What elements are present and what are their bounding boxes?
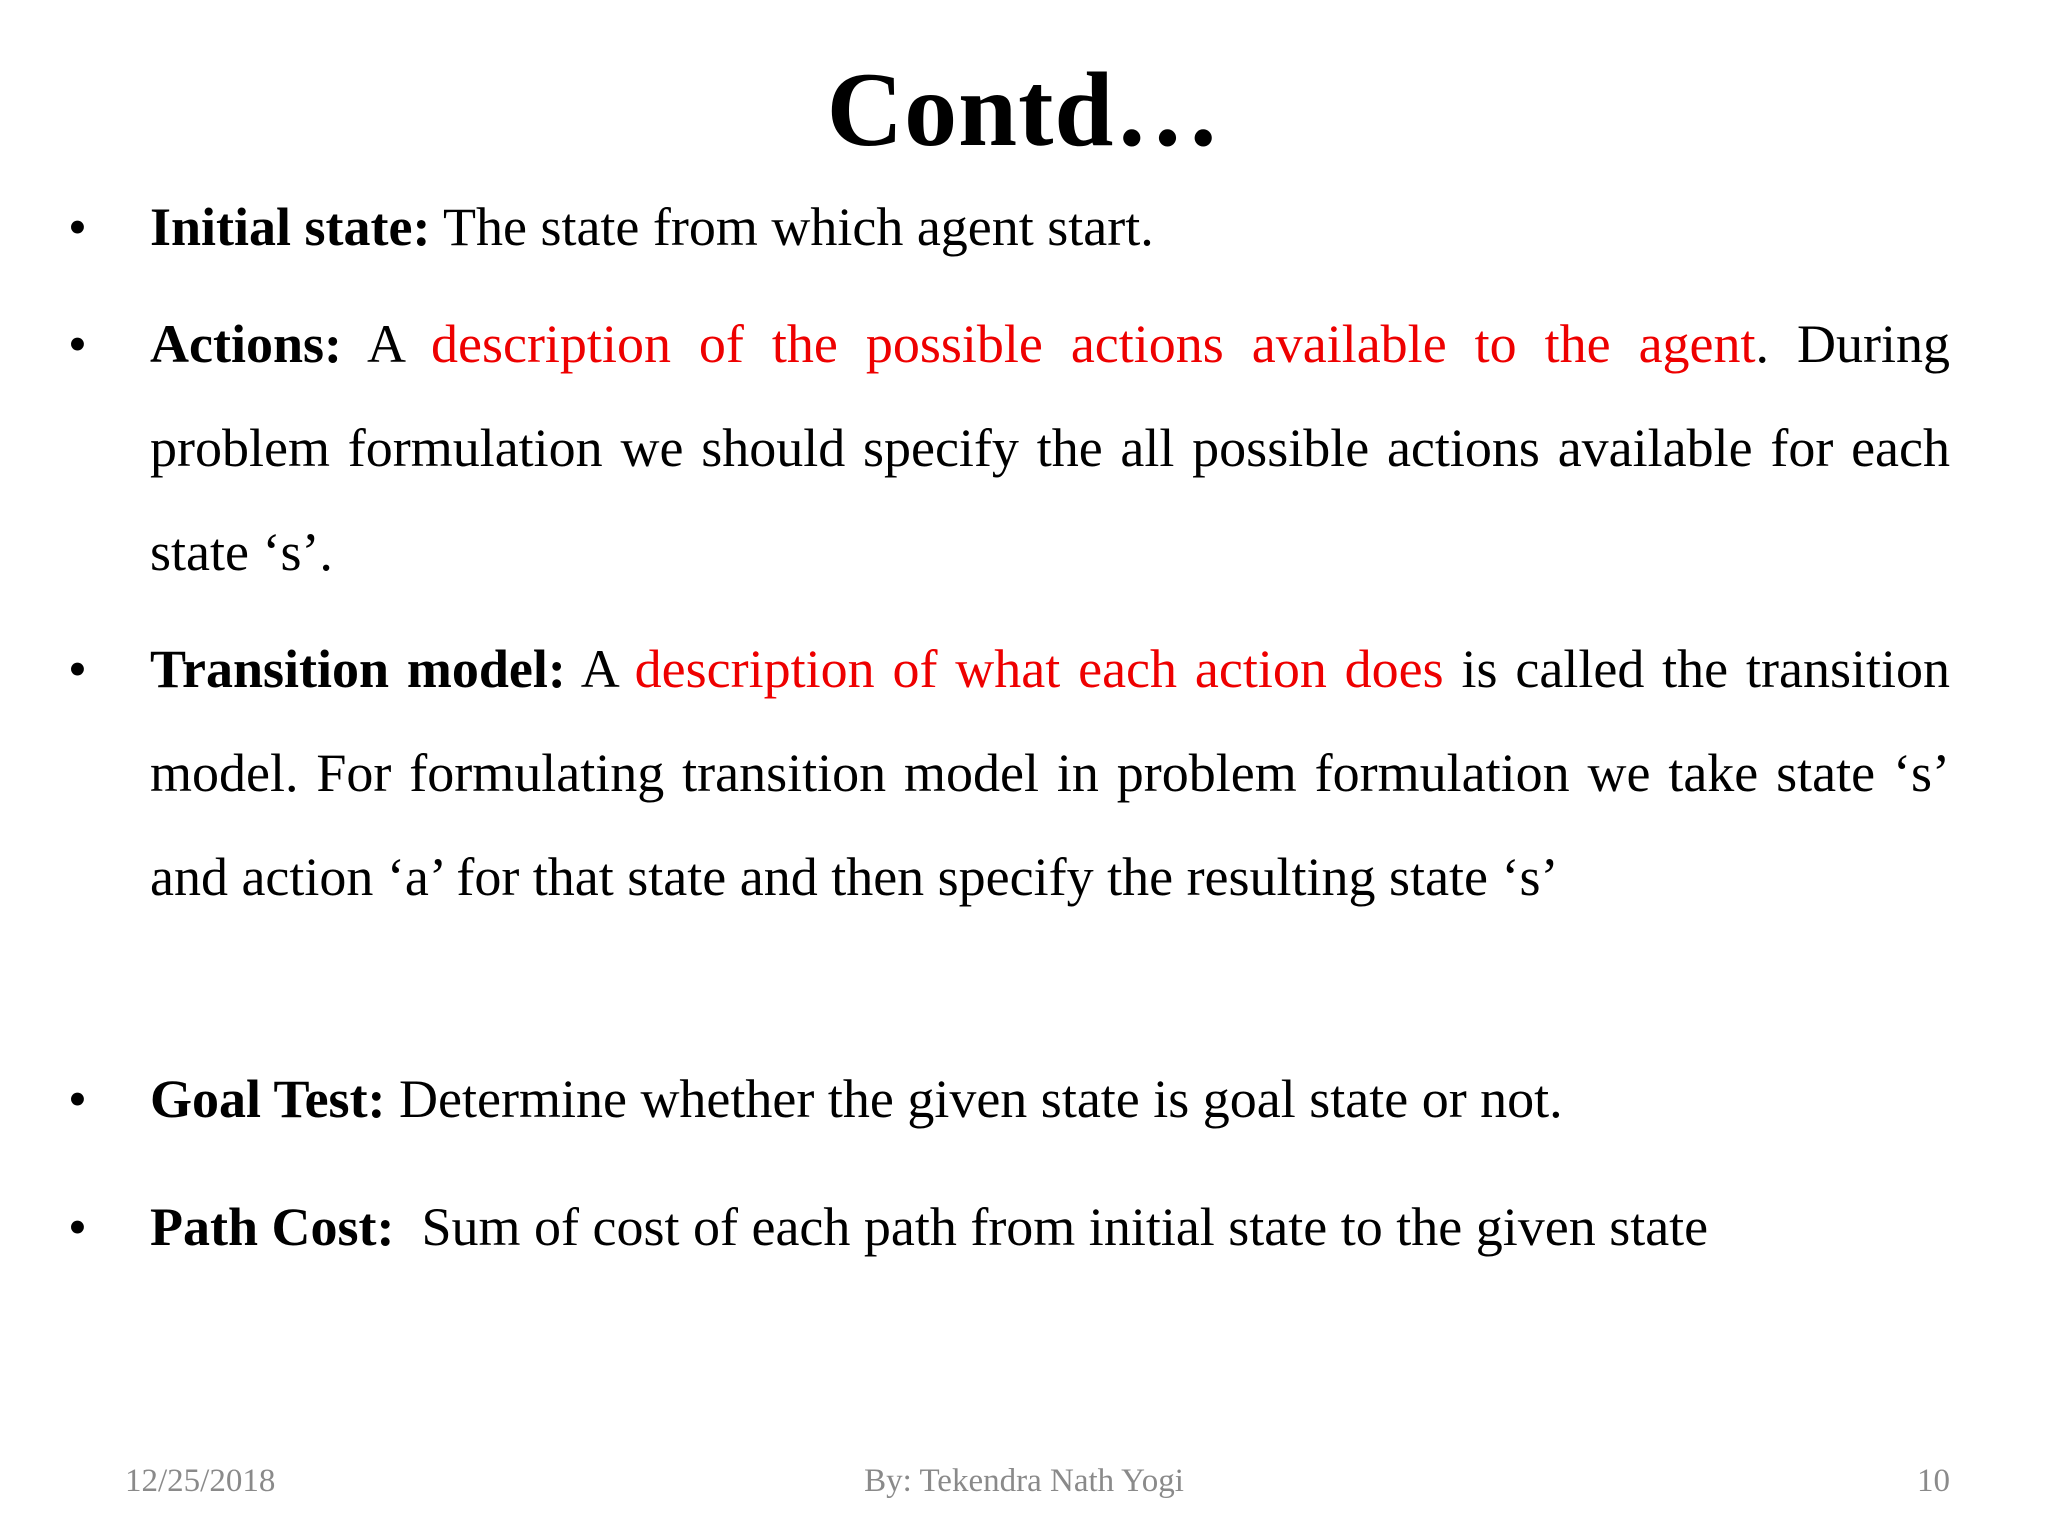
- bullet-body: Determine whether the given state is goal state or not.: [385, 1069, 1563, 1129]
- bullet-label: Path Cost:: [150, 1197, 395, 1257]
- bullet-label: Initial state:: [150, 197, 431, 257]
- bullet-text: [150, 292, 1950, 604]
- bullet-label: Goal Test:: [150, 1069, 386, 1129]
- bullet-text: [150, 1047, 1950, 1151]
- bullet-icon: •: [68, 639, 87, 699]
- bullet-body: . During problem formulation we should specify the all possible actions available for each state ‘s’.: [150, 314, 1950, 582]
- bullet-icon: •: [68, 314, 87, 374]
- bullet-highlight: description of the possible actions available to the agent: [431, 314, 1756, 374]
- page-number: 10: [1917, 1463, 1950, 1499]
- bullet-body: is called the transition model. For formulating transition model in problem formulation we take state ‘s’ and action ‘a’ for that state and then specify the resulting state ‘s’: [150, 639, 1950, 907]
- bullet-body: A: [341, 314, 431, 374]
- footer-date: 12/25/2018: [125, 1463, 276, 1499]
- bullet-icon: •: [68, 1069, 87, 1129]
- bullet-highlight: description of what each action does: [634, 639, 1444, 699]
- bullet-body: A: [565, 639, 635, 699]
- footer-author: By: Tekendra Nath Yogi: [864, 1463, 1184, 1499]
- bullet-icon: •: [68, 1197, 87, 1257]
- bullet-label: Actions:: [150, 314, 342, 374]
- bullet-body: Sum of cost of each path from initial state to the given state: [394, 1197, 1709, 1257]
- bullet-body: The state from which agent start.: [430, 197, 1154, 257]
- bullet-label: Transition model:: [150, 639, 566, 699]
- slide-title: Contd…: [826, 51, 1222, 168]
- bullet-icon: •: [68, 197, 87, 257]
- bullet-text: [150, 617, 1950, 929]
- bullet-text: [150, 175, 1950, 279]
- bullet-text: [150, 1175, 1950, 1279]
